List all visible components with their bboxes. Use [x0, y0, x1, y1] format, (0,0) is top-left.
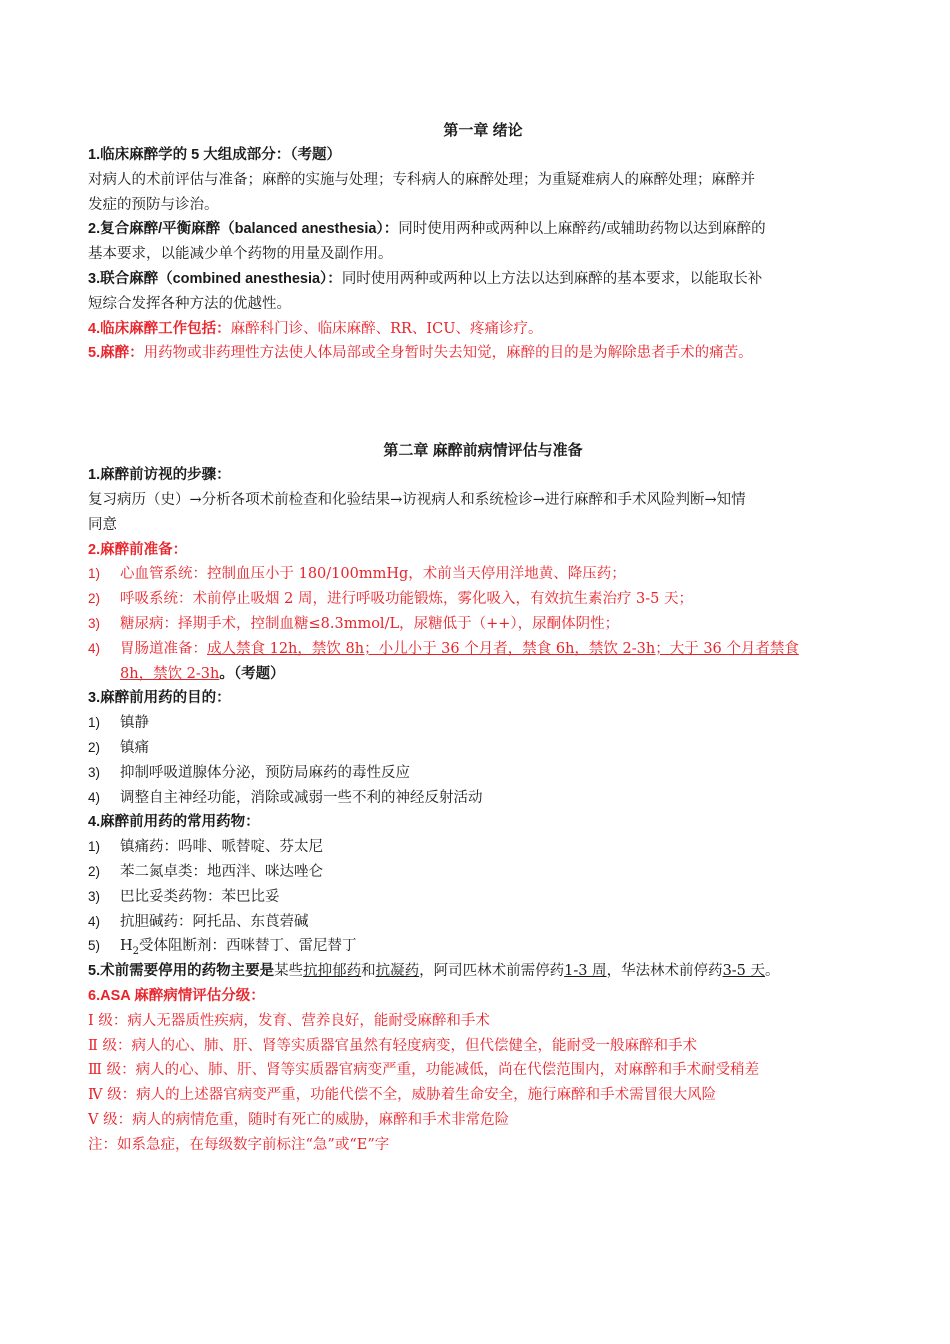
list-item: 1) 镇痛药：吗啡、哌替啶、芬太尼: [88, 839, 323, 856]
asa-grade-5: Ⅴ 级：病人的病情危重，随时有死亡的威胁，麻醉和手术非常危险: [88, 1111, 510, 1128]
ch2-section-5-heading: 5.术前需要停用的药物主要是: [88, 963, 275, 980]
ch1-section-4-heading: 4.临床麻醉工作包括：: [88, 320, 231, 337]
ch1-section-1-heading: 1.临床麻醉学的 5 大组成部分：（考题）: [88, 147, 341, 163]
ch2-section-1-body-cont: 同意: [88, 516, 117, 533]
ch1-section-5: 5.麻醉：用药物或非药理性方法使人体局部或全身暂时失去知觉，麻醉的目的是为解除患者手术的痛苦。: [88, 345, 753, 362]
document-page: [88, 118, 878, 1157]
ch2-section-5: 5.术前需要停用的药物主要是某些抗抑郁药和抗凝药，阿司匹林术前需停药1-3 周，华法林术前停药3-5 天。: [88, 963, 780, 980]
ch2-section-1-heading: 1.麻醉前访视的步骤：: [88, 467, 231, 484]
ch1-section-3-heading: 3.联合麻醉（combined anesthesia）：: [88, 270, 342, 287]
chapter-1-title: 第一章 绪论: [443, 122, 523, 139]
asa-grade-3: Ⅲ 级：病人的心、肺、肝、肾等实质器官病变严重，功能减低，尚在代偿范围内，对麻醉和手术耐受稍差: [88, 1062, 760, 1079]
list-item: 4) 胃肠道准备：成人禁食 12h，禁饮 8h；小儿小于 36 个月者，禁食 6h，禁饮 2-3h；大于 36 个月者禁食: [88, 640, 799, 657]
ch2-section-3-heading: 3.麻醉前用药的目的：: [88, 690, 231, 707]
list-item: 1) 心血管系统：控制血压小于 180/100mmHg，术前当天停用洋地黄、降压药；: [88, 566, 626, 583]
ch2-section-1-body: 复习病历（史）→分析各项术前检查和化验结果→访视病人和系统检诊→进行麻醉和手术风险判断→知情: [88, 491, 746, 508]
asa-grade-2: Ⅱ 级：病人的心、肺、肝、肾等实质器官虽然有轻度病变，但代偿健全，能耐受一般麻醉和手术: [88, 1037, 697, 1054]
ch1-section-2-cont: 基本要求，以能减少单个药物的用量及副作用。: [88, 246, 393, 263]
ch1-section-3: 3.联合麻醉（combined anesthesia）：同时使用两种或两种以上方法以达到麻醉的基本要求，以能取长补: [88, 270, 763, 287]
ch2-section-6-heading: 6.ASA 麻醉病情评估分级：: [88, 987, 265, 1004]
ch1-section-1-body-cont: 发症的预防与诊治。: [88, 196, 219, 213]
list-item: 3) 糖尿病：择期手术，控制血糖≤8.3mmol/L，尿糖低于（++），尿酮体阴性；: [88, 615, 620, 632]
chapter-2-title: 第二章 麻醉前病情评估与准备: [383, 442, 583, 460]
ch1-section-2: 2.复合麻醉/平衡麻醉（balanced anesthesia）：同时使用两种或两种以上麻醉药/或辅助药物以达到麻醉的: [88, 221, 766, 238]
list-item: 1) 镇静: [88, 715, 149, 732]
ch1-section-3-cont: 短综合发挥各种方法的优越性。: [88, 295, 291, 312]
list-item: 4) 抗胆碱药：阿托品、东莨菪碱: [88, 913, 309, 930]
list-item: 4) 调整自主神经功能，消除或减弱一些不利的神经反射活动: [88, 789, 483, 806]
list-item: 2) 苯二氮卓类：地西泮、咪达唑仑: [88, 863, 323, 880]
asa-note: 注：如系急症，在每级数字前标注“急”或“E”字: [88, 1136, 390, 1153]
ch1-section-5-heading: 5.麻醉：: [88, 345, 144, 362]
list-item: 5) $H_2$受体阻断剂：西咪替丁、雷尼替丁: [88, 938, 357, 958]
ch1-section-2-heading: 2.复合麻醉/平衡麻醉（balanced anesthesia）：: [88, 221, 399, 238]
asa-grade-4: Ⅳ 级：病人的上述器官病变严重，功能代偿不全，威胁着生命安全，施行麻醉和手术需冒很大风险: [88, 1087, 717, 1104]
ch1-section-4: 4.临床麻醉工作包括：麻醉科门诊、临床麻醉、RR、ICU、疼痛诊疗。: [88, 320, 543, 337]
list-item: 2) 呼吸系统：术前停止吸烟 2 周，进行呼吸功能锻炼，雾化吸入，有效抗生素治疗 3-5 天；: [88, 591, 694, 608]
list-item: 3) 抑制呼吸道腺体分泌，预防局麻药的毒性反应: [88, 764, 410, 781]
ch2-section-4-heading: 4.麻醉前用药的常用药物：: [88, 814, 260, 831]
asa-grade-1: Ⅰ 级：病人无器质性疾病，发育、营养良好，能耐受麻醉和手术: [88, 1012, 490, 1029]
list-item-cont: 8h，禁饮 2-3h。（考题）: [120, 665, 285, 682]
ch2-section-2-heading: 2.麻醉前准备：: [88, 541, 188, 558]
list-item: 2) 镇痛: [88, 739, 149, 756]
ch1-section-1-body: 对病人的术前评估与准备；麻醉的实施与处理；专科病人的麻醉处理；为重疑难病人的麻醉处理；麻醉并: [88, 171, 755, 188]
list-item: 3) 巴比妥类药物：苯巴比妥: [88, 888, 280, 905]
